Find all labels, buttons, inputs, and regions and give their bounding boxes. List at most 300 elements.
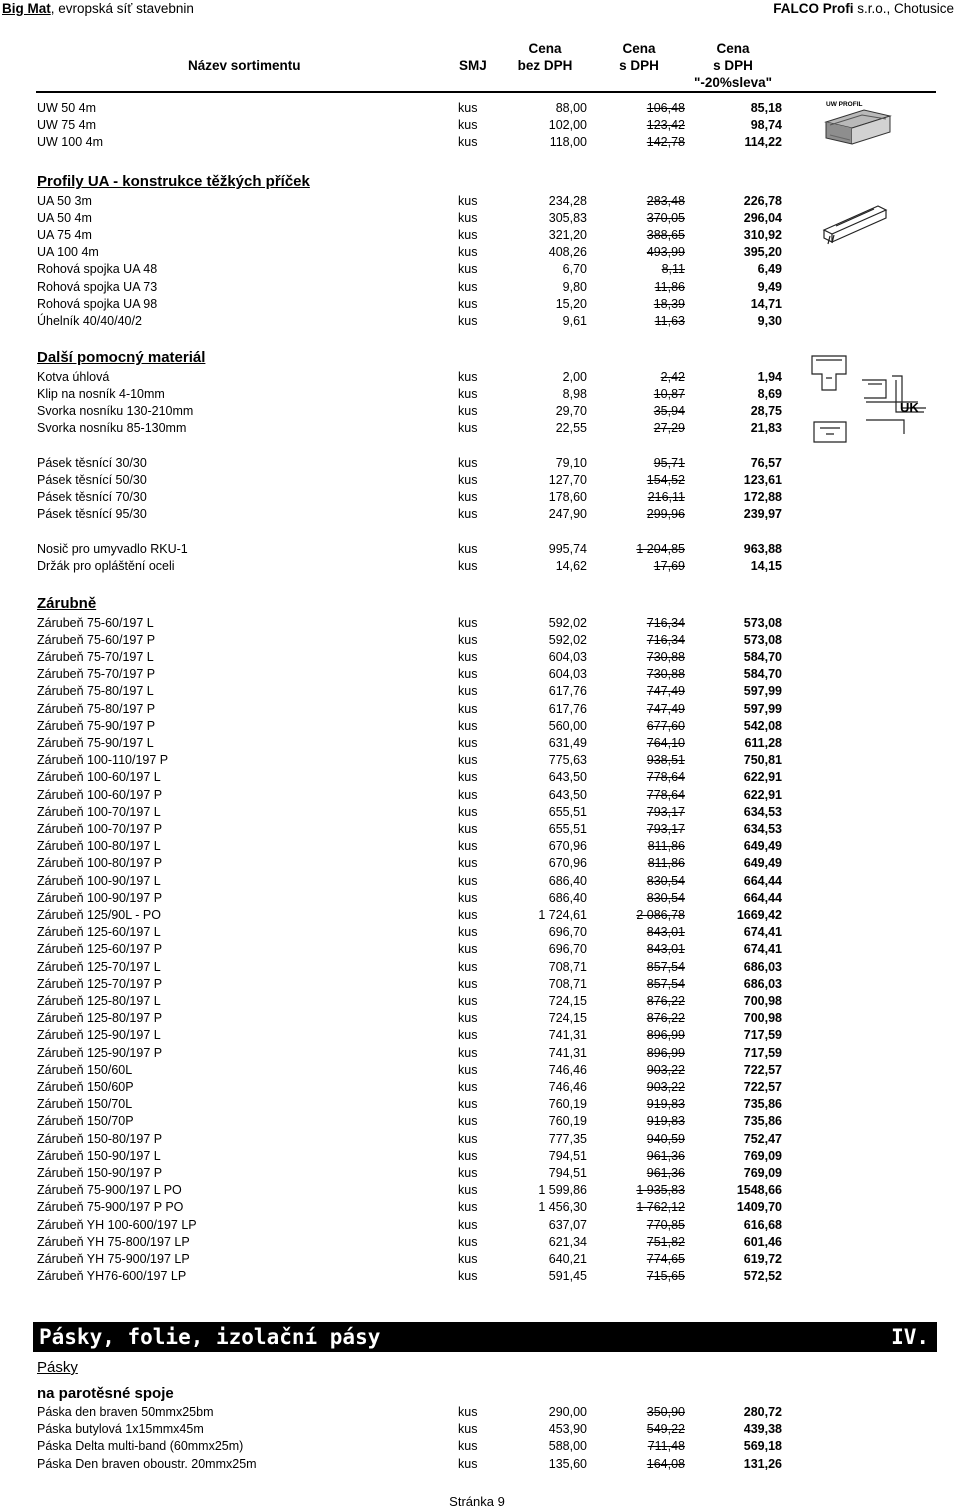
- price-gross: 764,10: [646, 735, 685, 750]
- price-net: 79,10: [555, 455, 587, 470]
- col-header-smj: SMJ: [459, 58, 487, 73]
- product-name: Zárubeň YH 75-800/197 LP: [37, 1234, 190, 1249]
- unit: kus: [458, 873, 478, 888]
- price-gross: 8,11: [661, 262, 685, 277]
- price-sale: 769,09: [743, 1165, 782, 1180]
- product-name: Zárubeň 75-900/197 L PO: [37, 1183, 182, 1198]
- price-net: 588,00: [548, 1439, 587, 1454]
- unit: kus: [458, 1097, 478, 1112]
- price-gross: 770,85: [646, 1217, 685, 1232]
- price-net: 1 456,30: [538, 1200, 587, 1215]
- unit: kus: [458, 279, 478, 294]
- price-gross: 549,22: [646, 1422, 685, 1437]
- price-gross: 388,65: [646, 227, 685, 242]
- product-name: Zárubeň 75-70/197 P: [37, 667, 156, 682]
- price-sale: 85,18: [750, 101, 782, 115]
- table-row: [37, 701, 797, 718]
- price-net: 1 724,61: [538, 907, 587, 922]
- price-gross: 142,78: [646, 135, 685, 150]
- price-sale: 14,71: [750, 296, 782, 311]
- price-sale: 172,88: [743, 489, 782, 504]
- table-row: [37, 769, 797, 786]
- unit: kus: [458, 1422, 478, 1437]
- product-name: Zárubeň 125-90/197 L: [37, 1028, 161, 1043]
- price-gross: 95,71: [653, 455, 685, 470]
- price-net: 6,70: [562, 262, 587, 277]
- col-header-sale-line3: "-20%sleva": [693, 75, 773, 90]
- price-sale: 439,38: [743, 1422, 782, 1437]
- unit: kus: [458, 1165, 478, 1180]
- unit: kus: [458, 135, 478, 150]
- price-net: 760,19: [548, 1114, 587, 1129]
- price-net: 591,45: [548, 1269, 587, 1284]
- price-sale: 542,08: [743, 718, 782, 733]
- price-net: 118,00: [549, 135, 587, 150]
- unit: kus: [458, 890, 478, 905]
- unit: kus: [458, 1131, 478, 1146]
- price-net: 640,21: [548, 1251, 587, 1266]
- price-net: 741,31: [548, 1028, 587, 1043]
- unit: kus: [458, 403, 478, 418]
- category-bar: [33, 1322, 937, 1352]
- product-name: Pásek těsnící 70/30: [37, 489, 147, 504]
- price-gross: 10,87: [653, 386, 685, 401]
- price-gross: 350,90: [646, 1405, 685, 1419]
- unit: kus: [458, 1079, 478, 1094]
- unit: kus: [458, 507, 478, 522]
- header-right-rest: s.r.o., Chotusice: [853, 1, 954, 16]
- product-name: Zárubeň 100-70/197 L: [37, 804, 161, 819]
- section-heading: Profily UA - konstrukce těžkých příček: [37, 173, 310, 190]
- table-row: [37, 210, 797, 227]
- product-name: Zárubeň 75-900/197 P PO: [37, 1200, 184, 1215]
- price-net: 29,70: [555, 403, 587, 418]
- unit: kus: [458, 753, 478, 768]
- price-sale: 573,08: [743, 615, 782, 630]
- price-gross: 299,96: [646, 507, 685, 522]
- table-row: [37, 227, 797, 244]
- product-name: UA 75 4m: [37, 227, 92, 242]
- table-row: [37, 666, 797, 683]
- unit: kus: [458, 369, 478, 384]
- table-row: [37, 313, 797, 330]
- price-sale: 674,41: [743, 925, 782, 940]
- price-net: 178,60: [548, 489, 587, 504]
- price-net: 708,71: [548, 959, 587, 974]
- price-gross: 283,48: [646, 193, 685, 208]
- unit: kus: [458, 227, 478, 242]
- table-row: [37, 403, 797, 420]
- unit: kus: [458, 615, 478, 630]
- product-name: Zárubeň 100-80/197 P: [37, 856, 163, 871]
- unit: kus: [458, 455, 478, 470]
- product-name: Zárubeň 100-90/197 L: [37, 873, 161, 888]
- price-gross: 857,54: [646, 976, 685, 991]
- product-name: UW 75 4m: [37, 118, 97, 133]
- price-net: 696,70: [548, 942, 587, 957]
- price-gross: 716,34: [646, 615, 685, 630]
- price-net: 794,51: [548, 1148, 587, 1163]
- product-name: Zárubeň 100-80/197 L: [37, 839, 161, 854]
- price-sale: 686,03: [743, 976, 782, 991]
- table-row: [37, 1131, 797, 1148]
- price-net: 135,60: [548, 1456, 587, 1471]
- table-row: [37, 615, 797, 632]
- price-net: 708,71: [548, 976, 587, 991]
- col-header-name: Název sortimentu: [188, 58, 301, 73]
- price-sale: 98,74: [750, 118, 782, 133]
- price-net: 643,50: [548, 770, 587, 785]
- table-row: [37, 976, 797, 993]
- price-sale: 722,57: [743, 1079, 782, 1094]
- table-row: [37, 683, 797, 700]
- price-net: 15,20: [555, 296, 587, 311]
- price-sale: 1409,70: [736, 1200, 782, 1215]
- price-net: 617,76: [548, 701, 587, 716]
- table-row: [37, 1182, 797, 1199]
- product-name: UA 100 4m: [37, 245, 99, 260]
- price-sale: 569,18: [743, 1439, 782, 1454]
- price-sale: 1548,66: [736, 1183, 782, 1198]
- product-name: UW 50 4m: [37, 101, 97, 115]
- unit: kus: [458, 1011, 478, 1026]
- table-row: [37, 838, 797, 855]
- price-gross: 2 086,78: [636, 907, 685, 922]
- price-gross: 747,49: [646, 684, 685, 699]
- price-net: 234,28: [548, 193, 587, 208]
- table-row: [37, 558, 797, 575]
- header-left-rest: , evropská síť stavebnin: [50, 1, 194, 16]
- price-net: 604,03: [548, 649, 587, 664]
- table-row: [37, 117, 797, 134]
- header-divider: [36, 91, 936, 93]
- col-header-gross: [599, 40, 679, 74]
- product-name: Zárubeň 150/70L: [37, 1097, 133, 1112]
- table-row: [37, 993, 797, 1010]
- unit: kus: [458, 649, 478, 664]
- product-name: Rohová spojka UA 98: [37, 296, 158, 311]
- price-sale: 6,49: [757, 262, 782, 277]
- price-gross: 903,22: [646, 1062, 685, 1077]
- price-gross: 830,54: [646, 873, 685, 888]
- price-net: 794,51: [548, 1165, 587, 1180]
- product-name: Zárubeň 75-70/197 L: [37, 649, 154, 664]
- price-gross: 711,48: [647, 1439, 685, 1454]
- price-net: 290,00: [548, 1405, 587, 1419]
- price-sale: 114,22: [744, 135, 782, 150]
- price-gross: 793,17: [646, 804, 685, 819]
- price-gross: 830,54: [646, 890, 685, 905]
- unit: kus: [458, 296, 478, 311]
- price-net: 560,00: [548, 718, 587, 733]
- table-row: [37, 752, 797, 769]
- unit: kus: [458, 856, 478, 871]
- unit: kus: [458, 1456, 478, 1471]
- price-gross: 961,36: [646, 1165, 685, 1180]
- col-header-net: [505, 40, 585, 74]
- table-row: [37, 420, 797, 437]
- price-gross: 940,59: [646, 1131, 685, 1146]
- product-name: Zárubeň 150-90/197 P: [37, 1165, 163, 1180]
- unit: kus: [458, 907, 478, 922]
- price-net: 9,61: [562, 313, 587, 328]
- price-sale: 686,03: [743, 959, 782, 974]
- price-net: 592,02: [548, 632, 587, 647]
- unit: kus: [458, 925, 478, 940]
- product-name: Zárubeň 75-90/197 L: [37, 735, 154, 750]
- table-row: [37, 855, 797, 872]
- price-sale: 584,70: [743, 649, 782, 664]
- table-row: [37, 369, 797, 386]
- price-gross: 123,42: [646, 118, 685, 133]
- price-sale: 1,94: [757, 369, 782, 384]
- col-header-gross-line2: s DPH: [619, 58, 659, 73]
- price-net: 305,83: [548, 210, 587, 225]
- product-name: Nosič pro umyvadlo RKU-1: [37, 541, 188, 556]
- table-row: [37, 735, 797, 752]
- header-left-brand[interactable]: Big Mat: [2, 1, 51, 16]
- price-sale: 634,53: [743, 804, 782, 819]
- unit: kus: [458, 386, 478, 401]
- unit: kus: [458, 1251, 478, 1266]
- product-name: Zárubeň 150/70P: [37, 1114, 134, 1129]
- price-gross: 903,22: [646, 1079, 685, 1094]
- price-sale: 735,86: [743, 1097, 782, 1112]
- unit: kus: [458, 210, 478, 225]
- price-net: 604,03: [548, 667, 587, 682]
- price-gross: 677,60: [646, 718, 685, 733]
- price-gross: 1 204,85: [636, 541, 685, 556]
- page-number: Stránka 9: [449, 1494, 505, 1509]
- price-net: 746,46: [548, 1079, 587, 1094]
- product-name: Kotva úhlová: [37, 369, 110, 384]
- price-sale: 239,97: [743, 507, 782, 522]
- price-net: 724,15: [548, 993, 587, 1008]
- col-header-net-line2: bez DPH: [517, 58, 573, 73]
- price-sale: 752,47: [743, 1131, 782, 1146]
- product-name: Zárubeň YH 75-900/197 LP: [37, 1251, 190, 1266]
- unit: kus: [458, 959, 478, 974]
- price-net: 321,20: [548, 227, 587, 242]
- price-gross: 493,99: [646, 245, 685, 260]
- price-gross: 17,69: [653, 558, 685, 573]
- table-row: [37, 718, 797, 735]
- unit: kus: [458, 101, 478, 115]
- table-row: [37, 1268, 797, 1285]
- product-name: Zárubeň 150/60P: [37, 1079, 134, 1094]
- price-gross: 896,99: [646, 1028, 685, 1043]
- unit: kus: [458, 976, 478, 991]
- price-net: 2,00: [562, 369, 587, 384]
- product-name: Páska Delta multi-band (60mmx25m): [37, 1439, 244, 1454]
- unit: kus: [458, 804, 478, 819]
- tapes-subheading: na parotěsné spoje: [37, 1385, 174, 1402]
- product-name: Zárubeň 125-70/197 P: [37, 976, 163, 991]
- price-sale: 9,49: [757, 279, 782, 294]
- price-sale: 700,98: [743, 1011, 782, 1026]
- table-row: [37, 279, 797, 296]
- price-net: 592,02: [548, 615, 587, 630]
- table-row: [37, 873, 797, 890]
- product-name: UA 50 3m: [37, 193, 92, 208]
- price-sale: 700,98: [743, 993, 782, 1008]
- price-gross: 730,88: [646, 649, 685, 664]
- price-sale: 395,20: [743, 245, 782, 260]
- price-sale: 572,52: [743, 1269, 782, 1284]
- price-gross: 747,49: [646, 701, 685, 716]
- table-row: [37, 1079, 797, 1096]
- unit: kus: [458, 1045, 478, 1060]
- price-net: 746,46: [548, 1062, 587, 1077]
- table-row: [37, 1438, 797, 1455]
- product-name: Zárubeň 100-110/197 P: [37, 753, 169, 768]
- product-name: UA 50 4m: [37, 210, 92, 225]
- price-gross: 778,64: [646, 787, 685, 802]
- price-gross: 730,88: [646, 667, 685, 682]
- price-sale: 722,57: [743, 1062, 782, 1077]
- product-name: Zárubeň 125-60/197 P: [37, 942, 163, 957]
- col-header-sale-line2: s DPH: [713, 58, 753, 73]
- price-net: 724,15: [548, 1011, 587, 1026]
- product-name: Rohová spojka UA 73: [37, 279, 158, 294]
- price-sale: 601,46: [743, 1234, 782, 1249]
- product-name: Rohová spojka UA 48: [37, 262, 158, 277]
- price-net: 775,63: [548, 753, 587, 768]
- table-row: [37, 541, 797, 558]
- table-row: [37, 959, 797, 976]
- table-row: [37, 632, 797, 649]
- product-name: Zárubeň 150-90/197 L: [37, 1148, 161, 1163]
- price-gross: 164,08: [646, 1456, 685, 1471]
- price-gross: 793,17: [646, 821, 685, 836]
- product-name: Svorka nosníku 85-130mm: [37, 421, 187, 436]
- price-net: 643,50: [548, 787, 587, 802]
- unit: kus: [458, 118, 478, 133]
- price-net: 102,00: [548, 118, 587, 133]
- price-sale: 664,44: [743, 873, 782, 888]
- price-gross: 751,82: [646, 1234, 685, 1249]
- table-row: [37, 1199, 797, 1216]
- table-row: [37, 472, 797, 489]
- clip-label: UK: [900, 400, 919, 415]
- price-gross: 35,94: [653, 403, 685, 418]
- page-footer: [0, 1494, 960, 1509]
- product-name: Držák pro opláštění oceli: [37, 558, 175, 573]
- unit: kus: [458, 993, 478, 1008]
- unit: kus: [458, 558, 478, 573]
- unit: kus: [458, 1148, 478, 1163]
- unit: kus: [458, 1062, 478, 1077]
- unit: kus: [458, 193, 478, 208]
- table-row: [37, 1148, 797, 1165]
- header-right: [773, 1, 954, 16]
- price-sale: 8,69: [757, 386, 782, 401]
- price-net: 453,90: [548, 1422, 587, 1437]
- table-row: [37, 907, 797, 924]
- unit: kus: [458, 1183, 478, 1198]
- price-gross: 811,86: [647, 839, 685, 854]
- header-left: [2, 1, 194, 16]
- price-net: 22,55: [555, 421, 587, 436]
- price-gross: 876,22: [646, 993, 685, 1008]
- table-row: [37, 1234, 797, 1251]
- price-sale: 296,04: [743, 210, 782, 225]
- table-row: [37, 1113, 797, 1130]
- price-sale: 634,53: [743, 821, 782, 836]
- category-bar-number: IV.: [891, 1325, 929, 1349]
- price-gross: 716,34: [646, 632, 685, 647]
- table-row: [37, 1165, 797, 1182]
- table-row: [37, 134, 797, 151]
- product-name: Pásek těsnící 95/30: [37, 507, 147, 522]
- price-sale: 735,86: [743, 1114, 782, 1129]
- price-net: 621,34: [548, 1234, 587, 1249]
- unit: kus: [458, 821, 478, 836]
- table-row: [37, 296, 797, 313]
- price-net: 408,26: [548, 245, 587, 260]
- price-net: 637,07: [548, 1217, 587, 1232]
- price-net: 670,96: [548, 856, 587, 871]
- table-row: [37, 804, 797, 821]
- col-header-sale-line1: Cena: [716, 41, 750, 56]
- product-name: Zárubeň 100-90/197 P: [37, 890, 163, 905]
- unit: kus: [458, 667, 478, 682]
- table-row: [37, 100, 797, 117]
- price-gross: 919,83: [646, 1114, 685, 1129]
- product-name: Zárubeň 100-60/197 L: [37, 770, 161, 785]
- price-sale: 717,59: [743, 1045, 782, 1060]
- product-name: Zárubeň 125-60/197 L: [37, 925, 161, 940]
- price-sale: 616,68: [743, 1217, 782, 1232]
- unit: kus: [458, 735, 478, 750]
- anchor-clip-image: [806, 350, 930, 460]
- section-heading: Zárubně: [37, 595, 97, 612]
- unit: kus: [458, 1405, 478, 1419]
- header-right-brand: FALCO Profi: [773, 1, 854, 16]
- table-row: [37, 261, 797, 278]
- product-name: Pásek těsnící 50/30: [37, 472, 147, 487]
- price-net: 631,49: [548, 735, 587, 750]
- price-sale: 649,49: [743, 856, 782, 871]
- product-name: Páska den braven 50mmx25bm: [37, 1405, 214, 1419]
- price-sale: 597,99: [743, 701, 782, 716]
- table-row: [37, 787, 797, 804]
- price-gross: 774,65: [646, 1251, 685, 1266]
- price-sale: 280,72: [743, 1405, 782, 1419]
- uw-profile-image: [824, 98, 892, 148]
- table-row: [37, 506, 797, 523]
- product-name: Páska Den braven oboustr. 20mmx25m: [37, 1456, 257, 1471]
- unit: kus: [458, 489, 478, 504]
- unit: kus: [458, 1269, 478, 1284]
- product-name: Zárubeň 125/90L - PO: [37, 907, 161, 922]
- table-row: [37, 489, 797, 506]
- price-gross: 843,01: [646, 925, 685, 940]
- table-row: [37, 649, 797, 666]
- table-row: [37, 941, 797, 958]
- price-net: 670,96: [548, 839, 587, 854]
- price-gross: 18,39: [653, 296, 685, 311]
- price-net: 9,80: [562, 279, 587, 294]
- product-name: Zárubeň 100-70/197 P: [37, 821, 163, 836]
- price-net: 686,40: [548, 890, 587, 905]
- price-gross: 843,01: [646, 942, 685, 957]
- price-sale: 9,30: [757, 313, 782, 328]
- tapes-heading: Pásky: [37, 1359, 78, 1376]
- price-sale: 769,09: [743, 1148, 782, 1163]
- product-name: Zárubeň 150-80/197 P: [37, 1131, 163, 1146]
- price-net: 617,76: [548, 684, 587, 699]
